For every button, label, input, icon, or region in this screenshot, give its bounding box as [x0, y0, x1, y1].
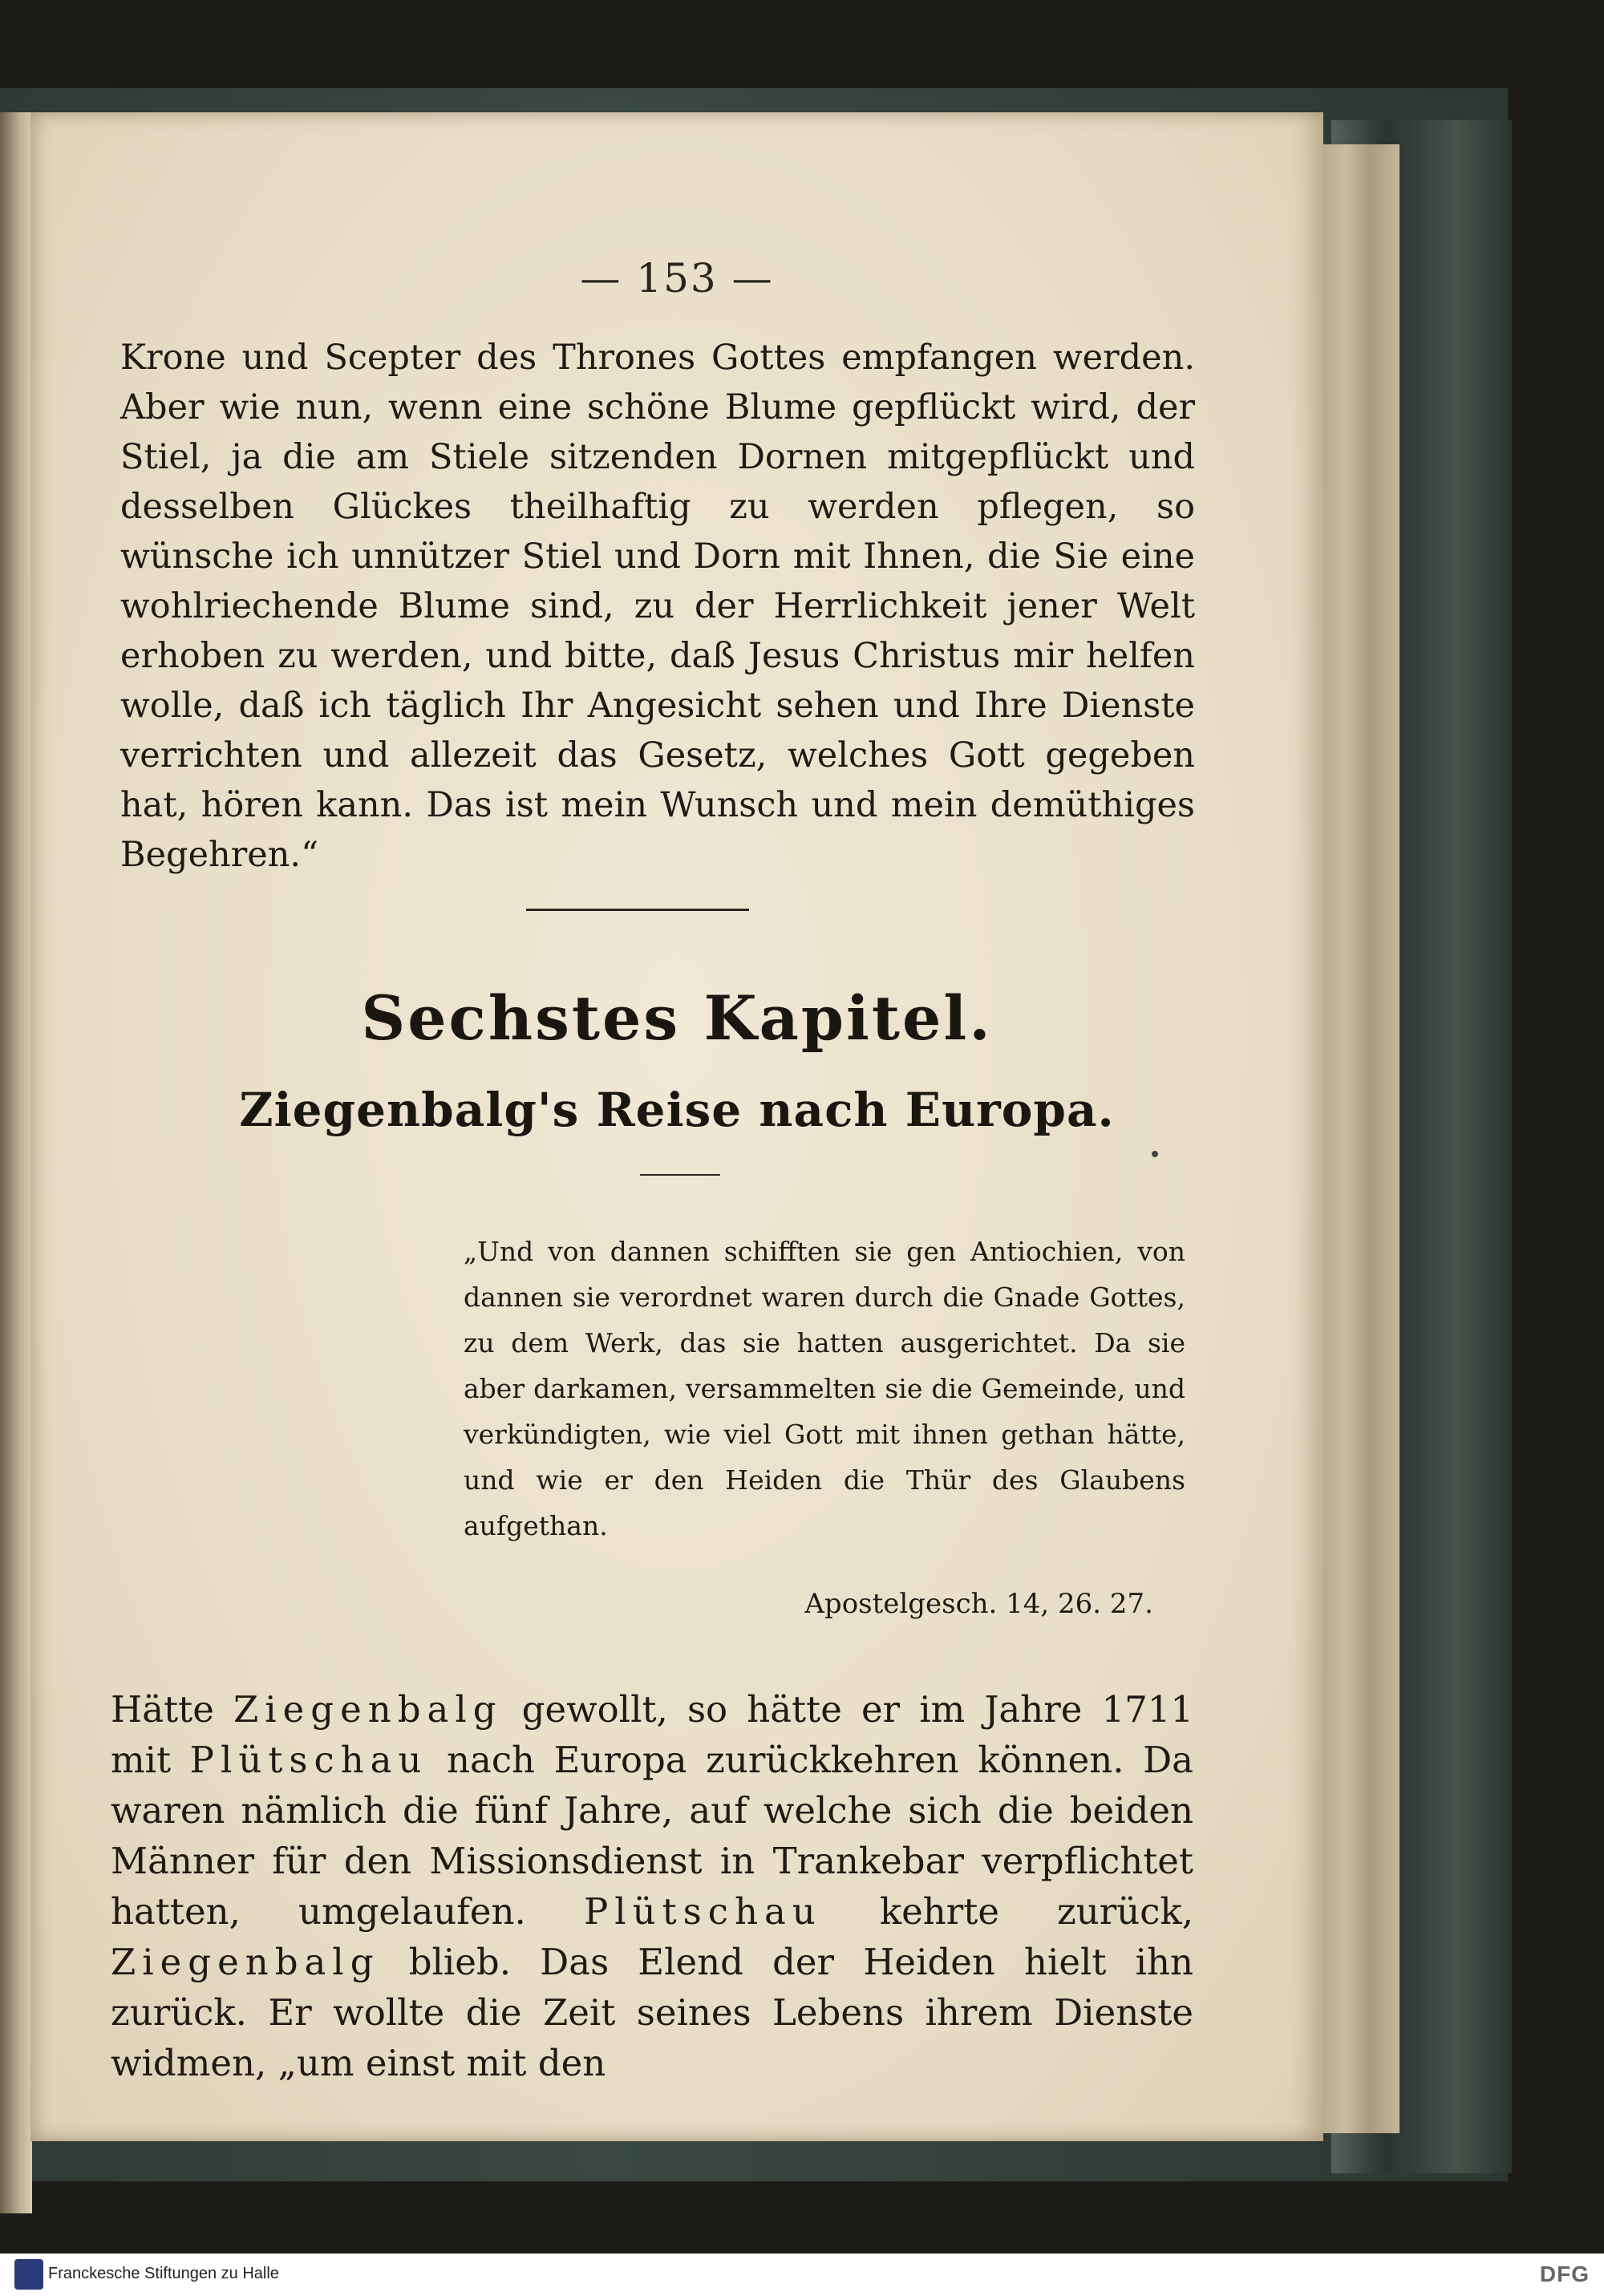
book-spine	[0, 112, 32, 2213]
epigraph-quote	[464, 1229, 1185, 1549]
quote-text: „Und von dannen schifften sie gen Antiochien, von dannen sie verordnet waren durch die Gnade Gottes, zu dem Werk, das sie hatten ausgerichtet. Da sie aber darkamen, versammelten sie die Gemeinde, und verkündigten, wie viel Gott mit ihnen gethan hätte, und wie er den Heiden die Thür des Glaubens aufgethan.	[464, 1236, 1185, 1541]
text-run: nach Europa zurückkehren können. Da waren nämlich die fünf Jahre, auf welche sich die beiden Männer für den Missionsdienst in Trankebar verpflichtet hatten, umgelaufen.	[111, 1739, 1193, 1933]
footer-bar	[0, 2253, 1604, 2296]
page-edges	[1323, 144, 1399, 2133]
text-run: blieb. Das Elend der Heiden hielt ihn zurück. Er wollte die Zeit seines Lebens ihrem Dienste widmen, „um einst mit den	[111, 1941, 1193, 2084]
institution-logo-icon	[14, 2259, 43, 2290]
dfg-logo: DFG	[1539, 2262, 1590, 2286]
chapter-subtitle: Ziegenbalg's Reise nach Europa.	[239, 1083, 1115, 1137]
ink-speck	[1152, 1151, 1158, 1157]
name-ziegenbalg: Ziegenbalg	[233, 1688, 503, 1731]
text-run: Hätte	[111, 1688, 233, 1731]
body-text-top	[120, 333, 1195, 880]
text-run: kehrte zurück,	[821, 1890, 1193, 1933]
epigraph-citation: Apostelgesch. 14, 26. 27.	[804, 1588, 1153, 1620]
paragraph: Krone und Scepter des Thrones Gottes empfangen werden. Aber wie nun, wenn eine schöne Blume gepflückt wird, der Stiel, ja die am Stiele sitzenden Dornen mitgepflückt und desselben Glückes theilhaftig zu werden pflegen, so wünsche ich unnützer Stiel und Dorn mit Ihnen, die Sie eine wohlriechende Blume sind, zu der Herrlichkeit jener Welt erhoben zu werden, und bitte, daß Jesus Christus mir helfen wolle, daß ich täglich Ihr Angesicht sehen und Ihre Dienste verrichten und allezeit das Gesetz, welches Gott gegeben hat, hören kann. Das ist mein Wunsch und mein demüthiges Begehren.“	[120, 338, 1195, 875]
subtitle-divider	[640, 1174, 720, 1176]
paragraph	[111, 1684, 1193, 2088]
body-text-bottom	[111, 1684, 1193, 2088]
name-pluetschau: Plütschau	[189, 1739, 428, 1781]
page-number: — 153 —	[580, 255, 774, 302]
text-run: gewollt, so hätte er im Jahre 1711 mit	[111, 1688, 1193, 1781]
book-page	[30, 112, 1323, 2141]
name-ziegenbalg: Ziegenbalg	[111, 1941, 380, 1983]
name-pluetschau: Plütschau	[583, 1890, 822, 1933]
institution-name: Franckesche Stiftungen zu Halle	[48, 2265, 279, 2282]
section-divider	[526, 909, 749, 911]
chapter-title: Sechstes Kapitel.	[361, 982, 993, 1054]
